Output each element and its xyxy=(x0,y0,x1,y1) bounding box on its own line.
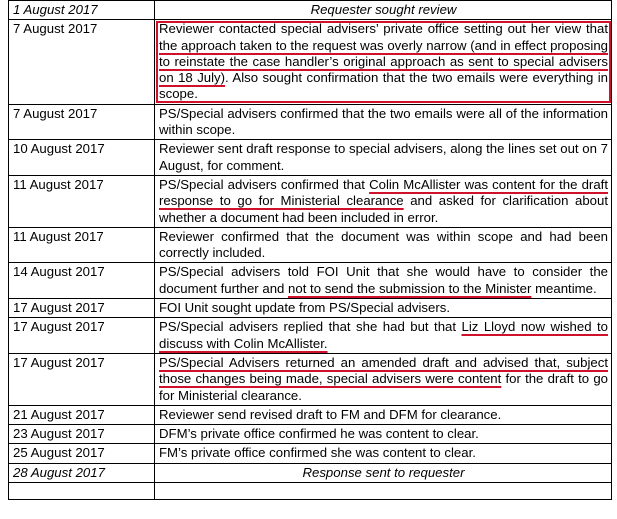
timeline-row xyxy=(9,175,612,227)
timeline-date: 14 August 2017 xyxy=(9,263,155,299)
timeline-row xyxy=(9,299,612,318)
timeline-description xyxy=(155,263,612,299)
timeline-description xyxy=(155,1,612,20)
review-timeline-table xyxy=(8,0,612,500)
underlined-text: the approach taken to the request was overly narrow (and in effect proposing to reinstate the case handler’s original approach as sent to special advisers on 18 July) xyxy=(159,37,608,86)
description-text: Response sent to requester xyxy=(302,464,465,480)
timeline-date: 17 August 2017 xyxy=(9,353,155,405)
description-text: PS/Special advisers confirmed that the two emails were all of the information within scope. xyxy=(159,105,608,138)
timeline-row xyxy=(9,425,612,444)
description-text: PS/Special advisers confirmed that xyxy=(159,176,370,192)
timeline-body xyxy=(9,1,612,500)
timeline-description xyxy=(155,175,612,227)
timeline-date: 17 August 2017 xyxy=(9,318,155,354)
description-text: FM’s private office confirmed she was content to clear. xyxy=(159,445,476,461)
description-text: Requester sought review xyxy=(310,2,457,17)
timeline-row xyxy=(9,104,612,140)
timeline-row xyxy=(9,263,612,299)
highlighted-description xyxy=(155,20,612,104)
timeline-row xyxy=(9,483,612,500)
timeline-description xyxy=(155,104,612,140)
timeline-description xyxy=(155,425,612,444)
timeline-description xyxy=(155,140,612,176)
description-text: Reviewer confirmed that the document was within scope and had been correctly included. xyxy=(159,228,608,261)
timeline-row xyxy=(9,405,612,424)
timeline-description xyxy=(155,405,612,424)
timeline-date: 17 August 2017 xyxy=(9,299,155,318)
timeline-date: 11 August 2017 xyxy=(9,227,155,263)
underlined-text: Liz Lloyd now wished to discuss with Colin McAllister. xyxy=(159,319,608,351)
timeline-description xyxy=(155,483,612,500)
timeline-description xyxy=(155,463,612,482)
timeline-date: 28 August 2017 xyxy=(9,463,155,482)
underlined-text: PS/Special Advisers returned an amended draft and advised that, subject those changes being made, special advisers were content xyxy=(159,354,608,387)
timeline-row xyxy=(9,140,612,176)
timeline-date: 23 August 2017 xyxy=(9,425,155,444)
description-text: PS/Special advisers replied that she had but that xyxy=(159,319,462,335)
timeline-description xyxy=(155,444,612,463)
description-text: PS/Special advisers told FOI Unit that she would have to consider the document further and xyxy=(159,264,608,296)
timeline-description xyxy=(155,299,612,318)
underlined-text: not to send the submission to the Minister xyxy=(288,280,532,296)
timeline-row xyxy=(9,1,612,20)
description-text: FOI Unit sought update from PS/Special advisers. xyxy=(159,300,450,316)
description-text: and asked for clarification about whether a document had been included in error. xyxy=(159,193,608,225)
timeline-row xyxy=(9,318,612,354)
description-text: Reviewer sent draft response to special advisers, along the lines set out on 7 August, for comment. xyxy=(159,141,608,173)
timeline-description xyxy=(155,353,612,405)
timeline-date: 25 August 2017 xyxy=(9,444,155,463)
timeline-row xyxy=(9,463,612,482)
timeline-row xyxy=(9,227,612,263)
timeline-row xyxy=(9,20,612,104)
underlined-text: Colin McAllister was content for the draft response to go for Ministerial clearance xyxy=(159,176,608,209)
description-text: Reviewer send revised draft to FM and DFM for clearance. xyxy=(159,406,502,422)
timeline-description xyxy=(155,318,612,354)
timeline-date: 10 August 2017 xyxy=(9,140,155,176)
description-text: meantime. xyxy=(531,280,597,296)
timeline-date: 7 August 2017 xyxy=(9,20,155,104)
description-text: DFM’s private office confirmed he was content to clear. xyxy=(159,426,479,442)
timeline-date: 7 August 2017 xyxy=(9,104,155,140)
description-text: Reviewer contacted special advisers’ private office setting out her view that xyxy=(159,21,608,37)
timeline-date: 21 August 2017 xyxy=(9,405,155,424)
description-text: for the draft to go for Ministerial clearance. xyxy=(159,371,608,403)
description-text: . Also sought confirmation that the two emails were everything in scope. xyxy=(159,70,608,102)
timeline-date xyxy=(9,483,155,500)
timeline-row xyxy=(9,353,612,405)
timeline-description xyxy=(155,227,612,263)
timeline-row xyxy=(9,444,612,463)
timeline-date: 11 August 2017 xyxy=(9,175,155,227)
timeline-date: 1 August 2017 xyxy=(9,1,155,20)
